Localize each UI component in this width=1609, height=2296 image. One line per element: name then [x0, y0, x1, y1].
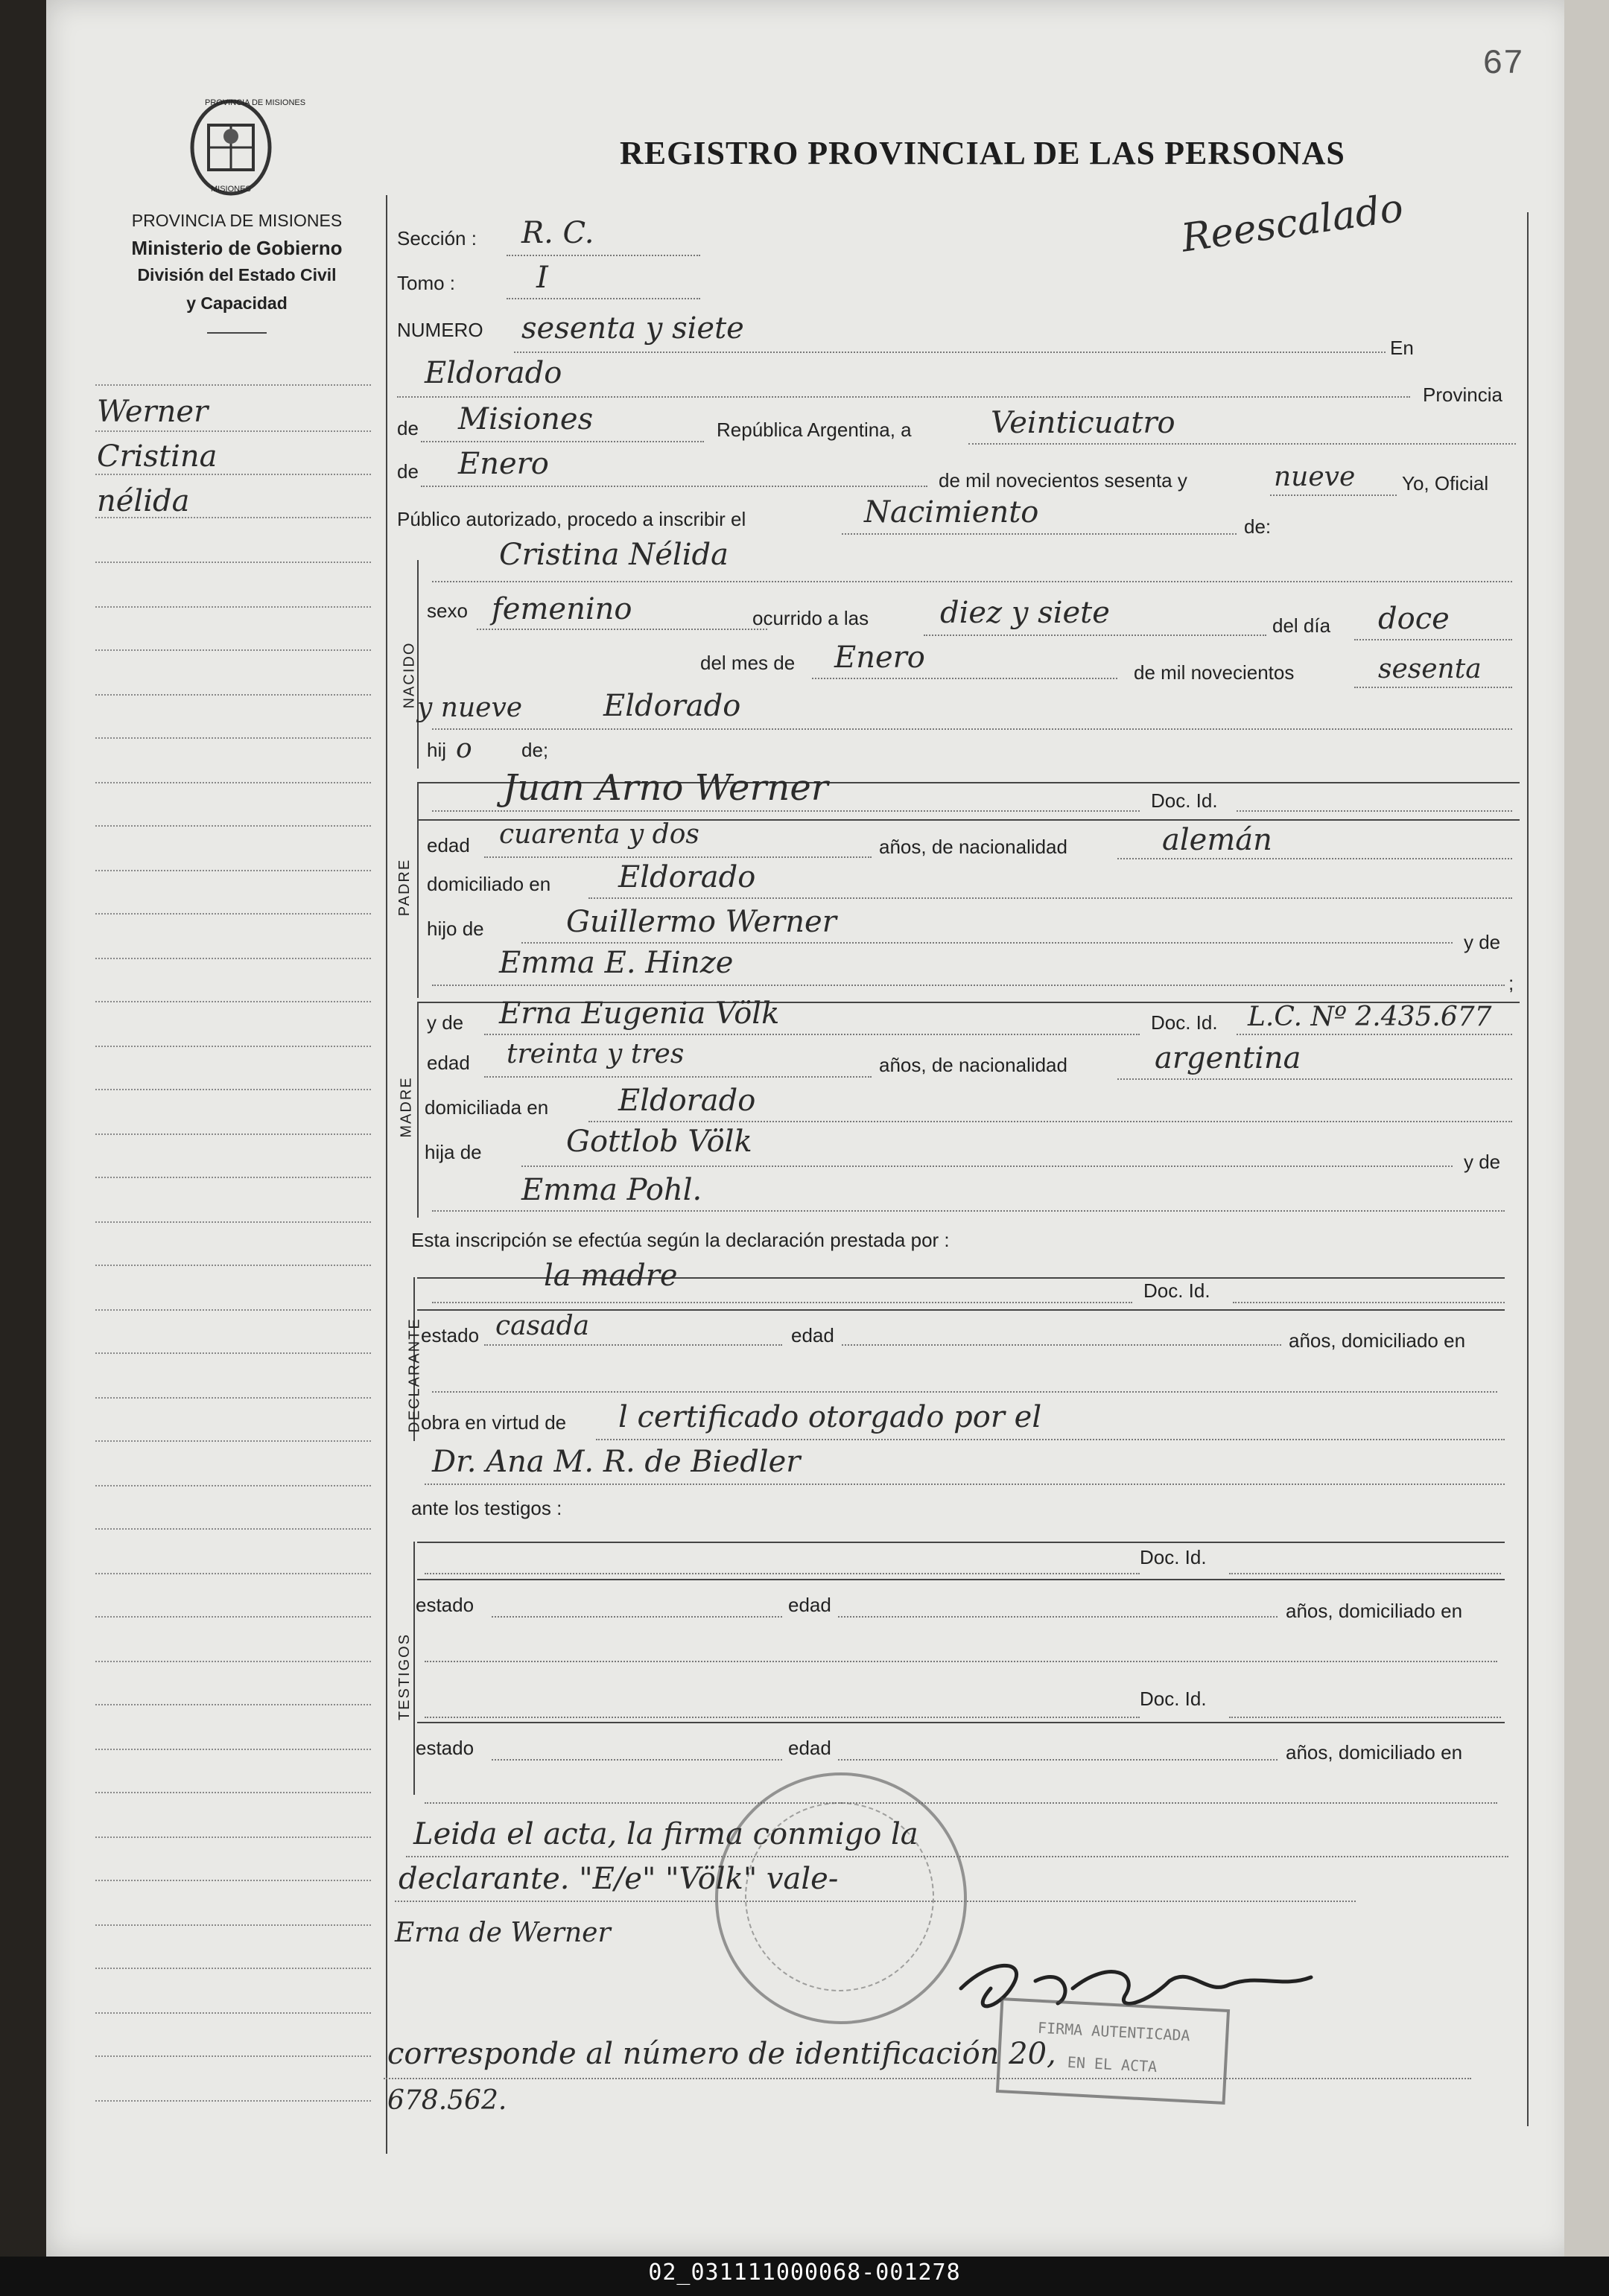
dots-testigo2	[425, 1717, 1140, 1718]
value-decl-estado: casada	[495, 1311, 590, 1341]
dots-numero	[514, 352, 1386, 353]
dots-mes-nac	[812, 678, 1117, 679]
value-anio-nac-b: y nueve	[417, 693, 523, 723]
dots-anio-nac	[1354, 687, 1512, 688]
ministry-province: PROVINCIA DE MISIONES	[131, 211, 343, 230]
label-edad-padre: edad	[427, 834, 470, 856]
dots-decl-dom	[432, 1391, 1497, 1393]
dots-madre-nac	[1117, 1078, 1512, 1080]
value-dia-texto: Veinticuatro	[991, 406, 1175, 440]
label-ocurrido: ocurrido a las	[752, 607, 869, 629]
binding-shadow	[0, 0, 46, 2257]
label-hijo-de-padre: hijo de	[427, 918, 484, 940]
section-label-madre: MADRE	[398, 1076, 415, 1138]
dots-testigo2-estado	[492, 1759, 782, 1761]
value-provincia: Misiones	[458, 402, 594, 436]
dots-hora	[924, 635, 1266, 636]
testigo2-rule	[417, 1722, 1505, 1723]
label-anos-nac-madre: años, de nacionalidad	[879, 1054, 1067, 1076]
value-tomo: I	[536, 261, 548, 295]
dots-madre-nombre	[484, 1034, 1140, 1035]
testigos-bracket	[413, 1542, 415, 1795]
value-mes-nac: Enero	[834, 640, 925, 675]
dots-obra-b	[425, 1484, 1505, 1485]
label-doc-id-declarante: Doc. Id.	[1143, 1279, 1210, 1302]
dots-anio	[1270, 495, 1397, 496]
provincial-seal-icon	[183, 95, 279, 200]
label-anos-dom-declarante: años, domiciliado en	[1289, 1329, 1466, 1352]
dots-dia-texto	[968, 443, 1516, 445]
label-tomo: Tomo :	[397, 272, 456, 294]
label-doc-id-padre: Doc. Id.	[1151, 789, 1218, 812]
dots-leida-a	[406, 1856, 1508, 1857]
value-numero: sesenta y siete	[521, 311, 744, 346]
value-lugar-nac: Eldorado	[603, 689, 741, 723]
dots-madre-dom	[588, 1121, 1512, 1122]
dots-padre-madre	[432, 985, 1505, 986]
label-hija-de-madre: hija de	[425, 1141, 482, 1163]
value-dia: doce	[1378, 602, 1450, 636]
value-leida-b: declarante. "E/e" "Völk" vale-	[399, 1862, 839, 1896]
label-y-de-padre: y de	[1464, 931, 1501, 953]
label-edad-testigo1: edad	[788, 1594, 831, 1616]
value-padre-padre: Guillermo Werner	[566, 905, 837, 939]
ministry-division: División del Estado Civil	[137, 265, 337, 284]
frame-left-line	[386, 195, 387, 2154]
dots-padre-dom	[588, 897, 1512, 899]
value-obra-b: Dr. Ana M. R. de Biedler	[432, 1445, 801, 1479]
madre-bracket	[417, 1002, 419, 1218]
label-sexo: sexo	[427, 600, 468, 622]
testigo1-rule	[417, 1579, 1505, 1580]
dots-dia	[1354, 639, 1512, 640]
value-hora: diez y siete	[940, 596, 1110, 630]
value-anio-nac-a: sesenta	[1378, 654, 1482, 684]
label-semicolon: ;	[1508, 972, 1514, 994]
dots-obra-a	[596, 1439, 1505, 1440]
dots-corresponde-a	[384, 2078, 1471, 2079]
margin-name-2: nélida	[97, 484, 190, 518]
dots-padre-nac	[1117, 858, 1512, 859]
value-seccion: R. C.	[521, 216, 594, 250]
dots-decl-edad	[842, 1344, 1281, 1346]
dots-testigo1	[425, 1573, 1140, 1574]
label-edad-madre: edad	[427, 1052, 470, 1074]
ministry-name: Ministerio de Gobierno	[131, 237, 343, 259]
margin-name-1: Cristina	[97, 439, 218, 474]
label-doc-id-testigo2: Doc. Id.	[1140, 1688, 1207, 1710]
label-estado-declarante: estado	[421, 1324, 480, 1346]
value-acto: Nacimiento	[864, 495, 1039, 530]
dots-seccion	[507, 255, 700, 256]
label-del-dia: del día	[1272, 614, 1331, 637]
value-madre-nombre: Erna Eugenia Völk	[499, 996, 780, 1031]
dots-madre-doc	[1237, 1034, 1512, 1035]
value-padre-edad: cuarenta y dos	[499, 819, 699, 850]
value-madre-madre: Emma Pohl.	[521, 1173, 702, 1207]
dots-provincia	[421, 441, 704, 442]
dots-testigo2-doc	[1229, 1717, 1501, 1718]
dots-lugar-nac	[432, 728, 1512, 730]
dots-acto	[842, 533, 1237, 535]
label-estado-testigo2: estado	[416, 1737, 475, 1759]
rect-stamp-line1: FIRMA AUTENTICADA	[1037, 2018, 1191, 2045]
dots-madre-padre	[521, 1166, 1453, 1167]
value-madre-padre: Gottlob Völk	[566, 1125, 752, 1159]
dots-madre-edad	[484, 1076, 872, 1078]
value-madre-doc: L.C. Nº 2.435.677	[1248, 1002, 1492, 1032]
dots-madre-madre	[432, 1210, 1505, 1212]
dots-testigo2-edad	[838, 1759, 1278, 1761]
dots-padre-doc	[1237, 810, 1512, 812]
value-anio: nueve	[1274, 462, 1356, 492]
dots-declarante-doc	[1233, 1302, 1505, 1303]
label-hij-de: de;	[521, 739, 549, 761]
value-obra-a: l certificado otorgado por el	[618, 1400, 1042, 1434]
label-mil-novecientos: de mil novecientos sesenta y	[939, 469, 1187, 492]
value-hij-vocal: o	[456, 734, 472, 764]
label-y-de-madre-2: y de	[1464, 1151, 1501, 1173]
label-edad-declarante: edad	[791, 1324, 834, 1346]
frame-right-line	[1527, 212, 1529, 2126]
value-padre-nac: alemán	[1162, 823, 1272, 857]
value-declarante: la madre	[544, 1259, 678, 1293]
dots-lugar	[397, 396, 1410, 398]
label-anos-dom-testigo2: años, domiciliado en	[1286, 1741, 1463, 1764]
seal-text-top: PROVINCIA DE MISIONES	[205, 98, 306, 107]
ministry-capacidad: y Capacidad	[186, 293, 288, 313]
label-anos-nac-padre: años, de nacionalidad	[879, 836, 1067, 858]
section-label-declarante: DECLARANTE	[406, 1317, 423, 1433]
label-de-mil-novecientos: de mil novecientos	[1134, 661, 1295, 684]
dots-decl-estado	[484, 1344, 782, 1346]
label-doc-id-testigo1: Doc. Id.	[1140, 1546, 1207, 1568]
dots-tomo	[507, 298, 700, 299]
dots-padre-edad	[484, 856, 872, 858]
label-republica: República Argentina, a	[717, 419, 912, 441]
page-edge	[1564, 0, 1609, 2257]
label-yo-oficial: Yo, Oficial	[1402, 472, 1489, 495]
seal-text-bottom: MISIONES	[211, 185, 251, 194]
label-domiciliada-madre: domiciliada en	[425, 1096, 549, 1119]
rect-stamp-line2: EN EL ACTA	[1067, 2052, 1158, 2076]
label-numero: NUMERO	[397, 319, 483, 341]
value-madre-nac: argentina	[1155, 1041, 1301, 1075]
value-madre-dom: Eldorado	[618, 1084, 756, 1118]
page-number: 67	[1482, 45, 1524, 83]
label-del-mes: del mes de	[700, 652, 796, 674]
value-padre-nombre: Juan Arno Werner	[503, 767, 828, 809]
label-seccion: Sección :	[397, 227, 477, 249]
section-label-nacido: NACIDO	[401, 641, 418, 709]
dots-testigo1-doc	[1229, 1573, 1501, 1574]
label-de-provincia: de	[397, 417, 419, 439]
section-label-padre: PADRE	[396, 858, 413, 917]
declarant-signature: Erna de Werner	[395, 1918, 611, 1948]
document-id: 02_031111000068-001278	[648, 2260, 961, 2286]
label-hij: hij	[427, 739, 447, 761]
dots-testigo1-dom	[425, 1661, 1497, 1662]
label-domiciliado-padre: domiciliado en	[427, 873, 551, 895]
label-doc-id-madre: Doc. Id.	[1151, 1011, 1218, 1034]
testigos-top-rule	[417, 1542, 1505, 1543]
label-anos-dom-testigo1: años, domiciliado en	[1286, 1600, 1463, 1622]
label-de-colon: de:	[1244, 515, 1272, 538]
label-y-de-madre: y de	[427, 1011, 464, 1034]
label-edad-testigo2: edad	[788, 1737, 831, 1759]
value-padre-dom: Eldorado	[618, 860, 756, 894]
ministry-divider	[207, 332, 267, 334]
section-label-testigos: TESTIGOS	[396, 1632, 413, 1721]
label-en: En	[1390, 337, 1414, 359]
value-padre-madre: Emma E. Hinze	[499, 946, 734, 980]
dots-mes	[421, 486, 927, 487]
dots-nombre	[432, 581, 1512, 582]
label-esta-inscripcion: Esta inscripción se efectúa según la declaración prestada por :	[411, 1229, 950, 1251]
value-lugar: Eldorado	[425, 356, 562, 390]
page-title: REGISTRO PROVINCIAL DE LAS PERSONAS	[620, 135, 1345, 171]
label-ante-testigos: ante los testigos :	[411, 1497, 562, 1519]
dots-testigo1-estado	[492, 1616, 782, 1618]
dots-testigo2-dom	[425, 1802, 1497, 1804]
padre-bracket	[417, 782, 419, 998]
dots-padre-padre	[521, 942, 1453, 944]
label-provincia: Provincia	[1423, 384, 1502, 406]
value-nombre: Cristina Nélida	[499, 538, 729, 572]
value-leida-a: Leida el acta, la firma conmigo la	[413, 1817, 918, 1851]
dots-testigo1-edad	[838, 1616, 1278, 1618]
label-estado-testigo1: estado	[416, 1594, 475, 1616]
value-mes: Enero	[458, 447, 549, 481]
value-sexo: femenino	[492, 592, 632, 626]
dots-leida-b	[395, 1901, 1356, 1902]
dots-sexo	[477, 629, 767, 630]
dots-padre-nombre	[432, 810, 1140, 812]
label-de-mes: de	[397, 460, 419, 483]
annotation-reescalado: Reescalado	[1178, 185, 1406, 261]
margin-surname: Werner	[97, 395, 209, 429]
label-obra: obra en virtud de	[421, 1411, 567, 1434]
value-madre-edad: treinta y tres	[507, 1039, 685, 1069]
value-corresponde-b: 678.562.	[387, 2085, 507, 2116]
dots-declarante	[432, 1302, 1132, 1303]
label-publico: Público autorizado, procedo a inscribir el	[397, 508, 746, 530]
value-corresponde-a: corresponde al número de identificación 20,	[387, 2037, 1056, 2071]
